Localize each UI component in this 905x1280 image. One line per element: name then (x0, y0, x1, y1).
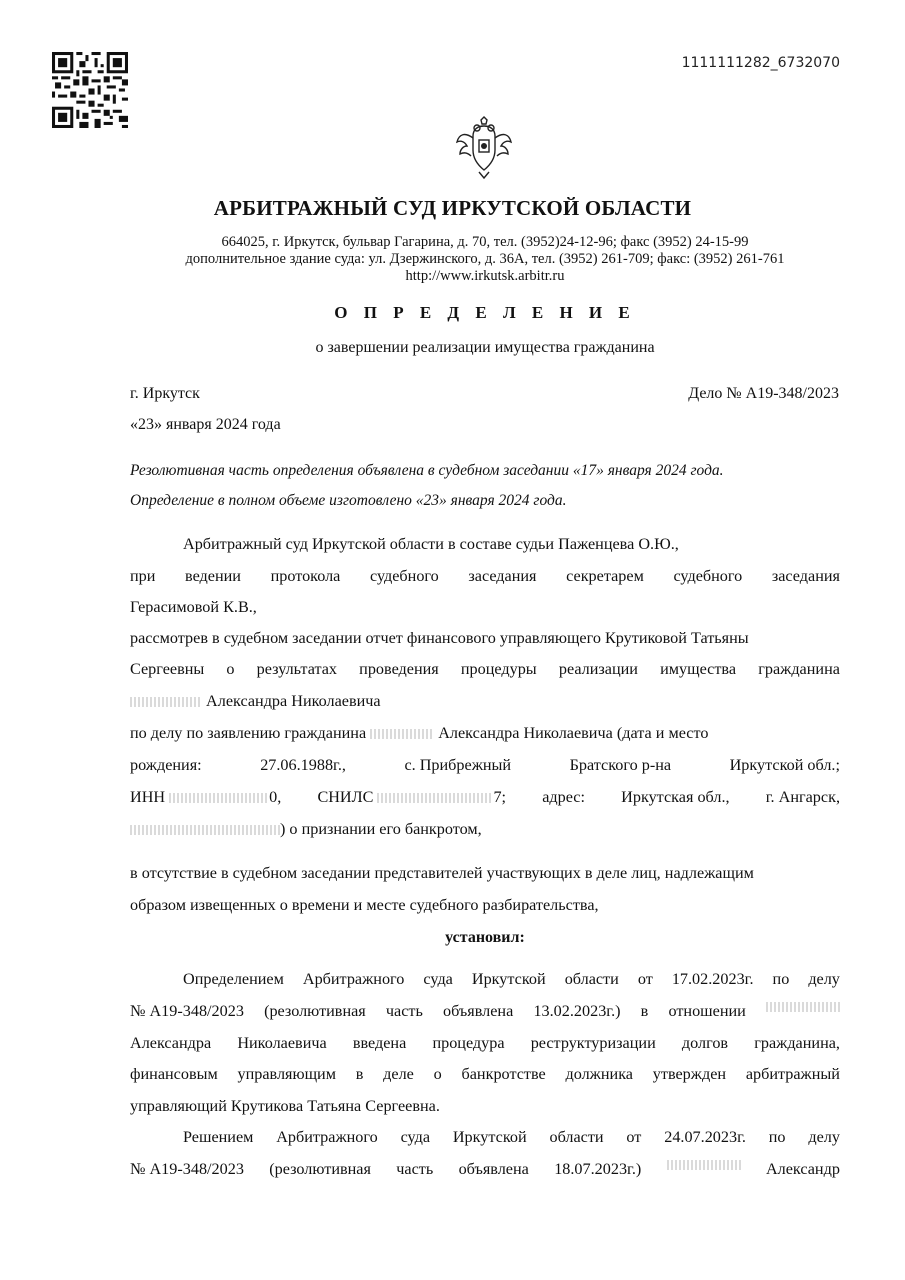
paragraph-secretary-line-1: при ведении протокола судебного заседания секретарем судебного заседания (130, 567, 840, 585)
coat-of-arms-icon (455, 116, 513, 180)
court-name: АРБИТРАЖНЫЙ СУД ИРКУТСКОЙ ОБЛАСТИ (213, 196, 692, 220)
city: г. Иркутск (130, 385, 200, 402)
paragraph-restructuring-line-2: № А19-348/2023 (резолютивная часть объявлена 13.02.2023г.) в отношении (130, 1002, 840, 1021)
redacted-surname (130, 697, 202, 707)
paragraph-restructuring-line-4: финансовым управляющим в деле о банкротстве должника утвержден арбитражный (130, 1065, 840, 1083)
court-website: http://www.irkutsk.arbitr.ru (405, 268, 565, 284)
court-address-main: 664025, г. Иркутск, бульвар Гагарина, д. 70, тел. (3952)24-12-96; факс (3952) 24-15-99 (221, 234, 749, 250)
redacted-surname (667, 1160, 741, 1170)
paragraph-report-line-1: рассмотрев в судебном заседании отчет финансового управляющего Крутиковой Татьяны (130, 629, 749, 647)
qr-code (52, 52, 128, 128)
redacted-inn (169, 793, 269, 803)
paragraph-absence-line-2: образом извещенных о времени и месте судебного разбирательства, (130, 896, 599, 914)
redacted-surname (766, 1002, 840, 1012)
paragraph-application-line-1: по делу по заявлению гражданина Александра Николаевича (дата и место (130, 724, 709, 742)
document-id: 1111111282_6732070 (681, 55, 840, 71)
court-address-additional: дополнительное здание суда: ул. Дзержинского, д. 36А, тел. (3952) 261-709; факс: (3952) 261-761 (185, 251, 785, 267)
paragraph-application-line-4: ) о признании его банкротом, (130, 820, 840, 839)
paragraph-restructuring-line-5: управляющий Крутикова Татьяна Сергеевна. (130, 1097, 440, 1115)
redacted-address (130, 825, 280, 835)
redacted-surname (370, 729, 434, 739)
paragraph-application-line-2: рождения: 27.06.1988г., с. Прибрежный Братского р-на Иркутской обл.; (130, 756, 840, 774)
paragraph-report-line-2: Сергеевны о результатах проведения процедуры реализации имущества гражданина (130, 660, 840, 678)
paragraph-decision-line-1: Решением Арбитражного суда Иркутской области от 24.07.2023г. по делу (183, 1128, 840, 1146)
established-heading: установил: (445, 929, 525, 946)
case-number: Дело № А19-348/2023 (688, 385, 839, 402)
paragraph-court-composition: Арбитражный суд Иркутской области в составе судьи Паженцева О.Ю., (183, 535, 679, 553)
document-subtitle: о завершении реализации имущества гражданина (315, 339, 655, 356)
paragraph-decision-line-2: № А19-348/2023 (резолютивная часть объявлена 18.07.2023г.) Александр (130, 1160, 840, 1178)
resolution-note: Резолютивная часть определения объявлена в судебном заседании «17» января 2024 года. (130, 462, 724, 479)
document-date: «23» января 2024 года (130, 416, 281, 433)
paragraph-restructuring-line-3: Александра Николаевича введена процедура реструктуризации долгов гражданина, (130, 1034, 840, 1052)
paragraph-absence-line-1: в отсутствие в судебном заседании представителей участвующих в деле лиц, надлежащим (130, 864, 754, 882)
paragraph-application-line-3: ИНН 0, СНИЛС 7; адрес: Иркутская обл., г. Ангарск, (130, 788, 840, 806)
paragraph-secretary-line-2: Герасимовой К.В., (130, 598, 257, 616)
paragraph-restructuring-line-1: Определением Арбитражного суда Иркутской области от 17.02.2023г. по делу (183, 970, 840, 988)
full-text-note: Определение в полном объеме изготовлено «23» января 2024 года. (130, 492, 567, 509)
redacted-snils (377, 793, 493, 803)
document-title: О П Р Е Д Е Л Е Н И Е (334, 303, 636, 322)
paragraph-report-line-3: Александра Николаевича (130, 692, 840, 711)
